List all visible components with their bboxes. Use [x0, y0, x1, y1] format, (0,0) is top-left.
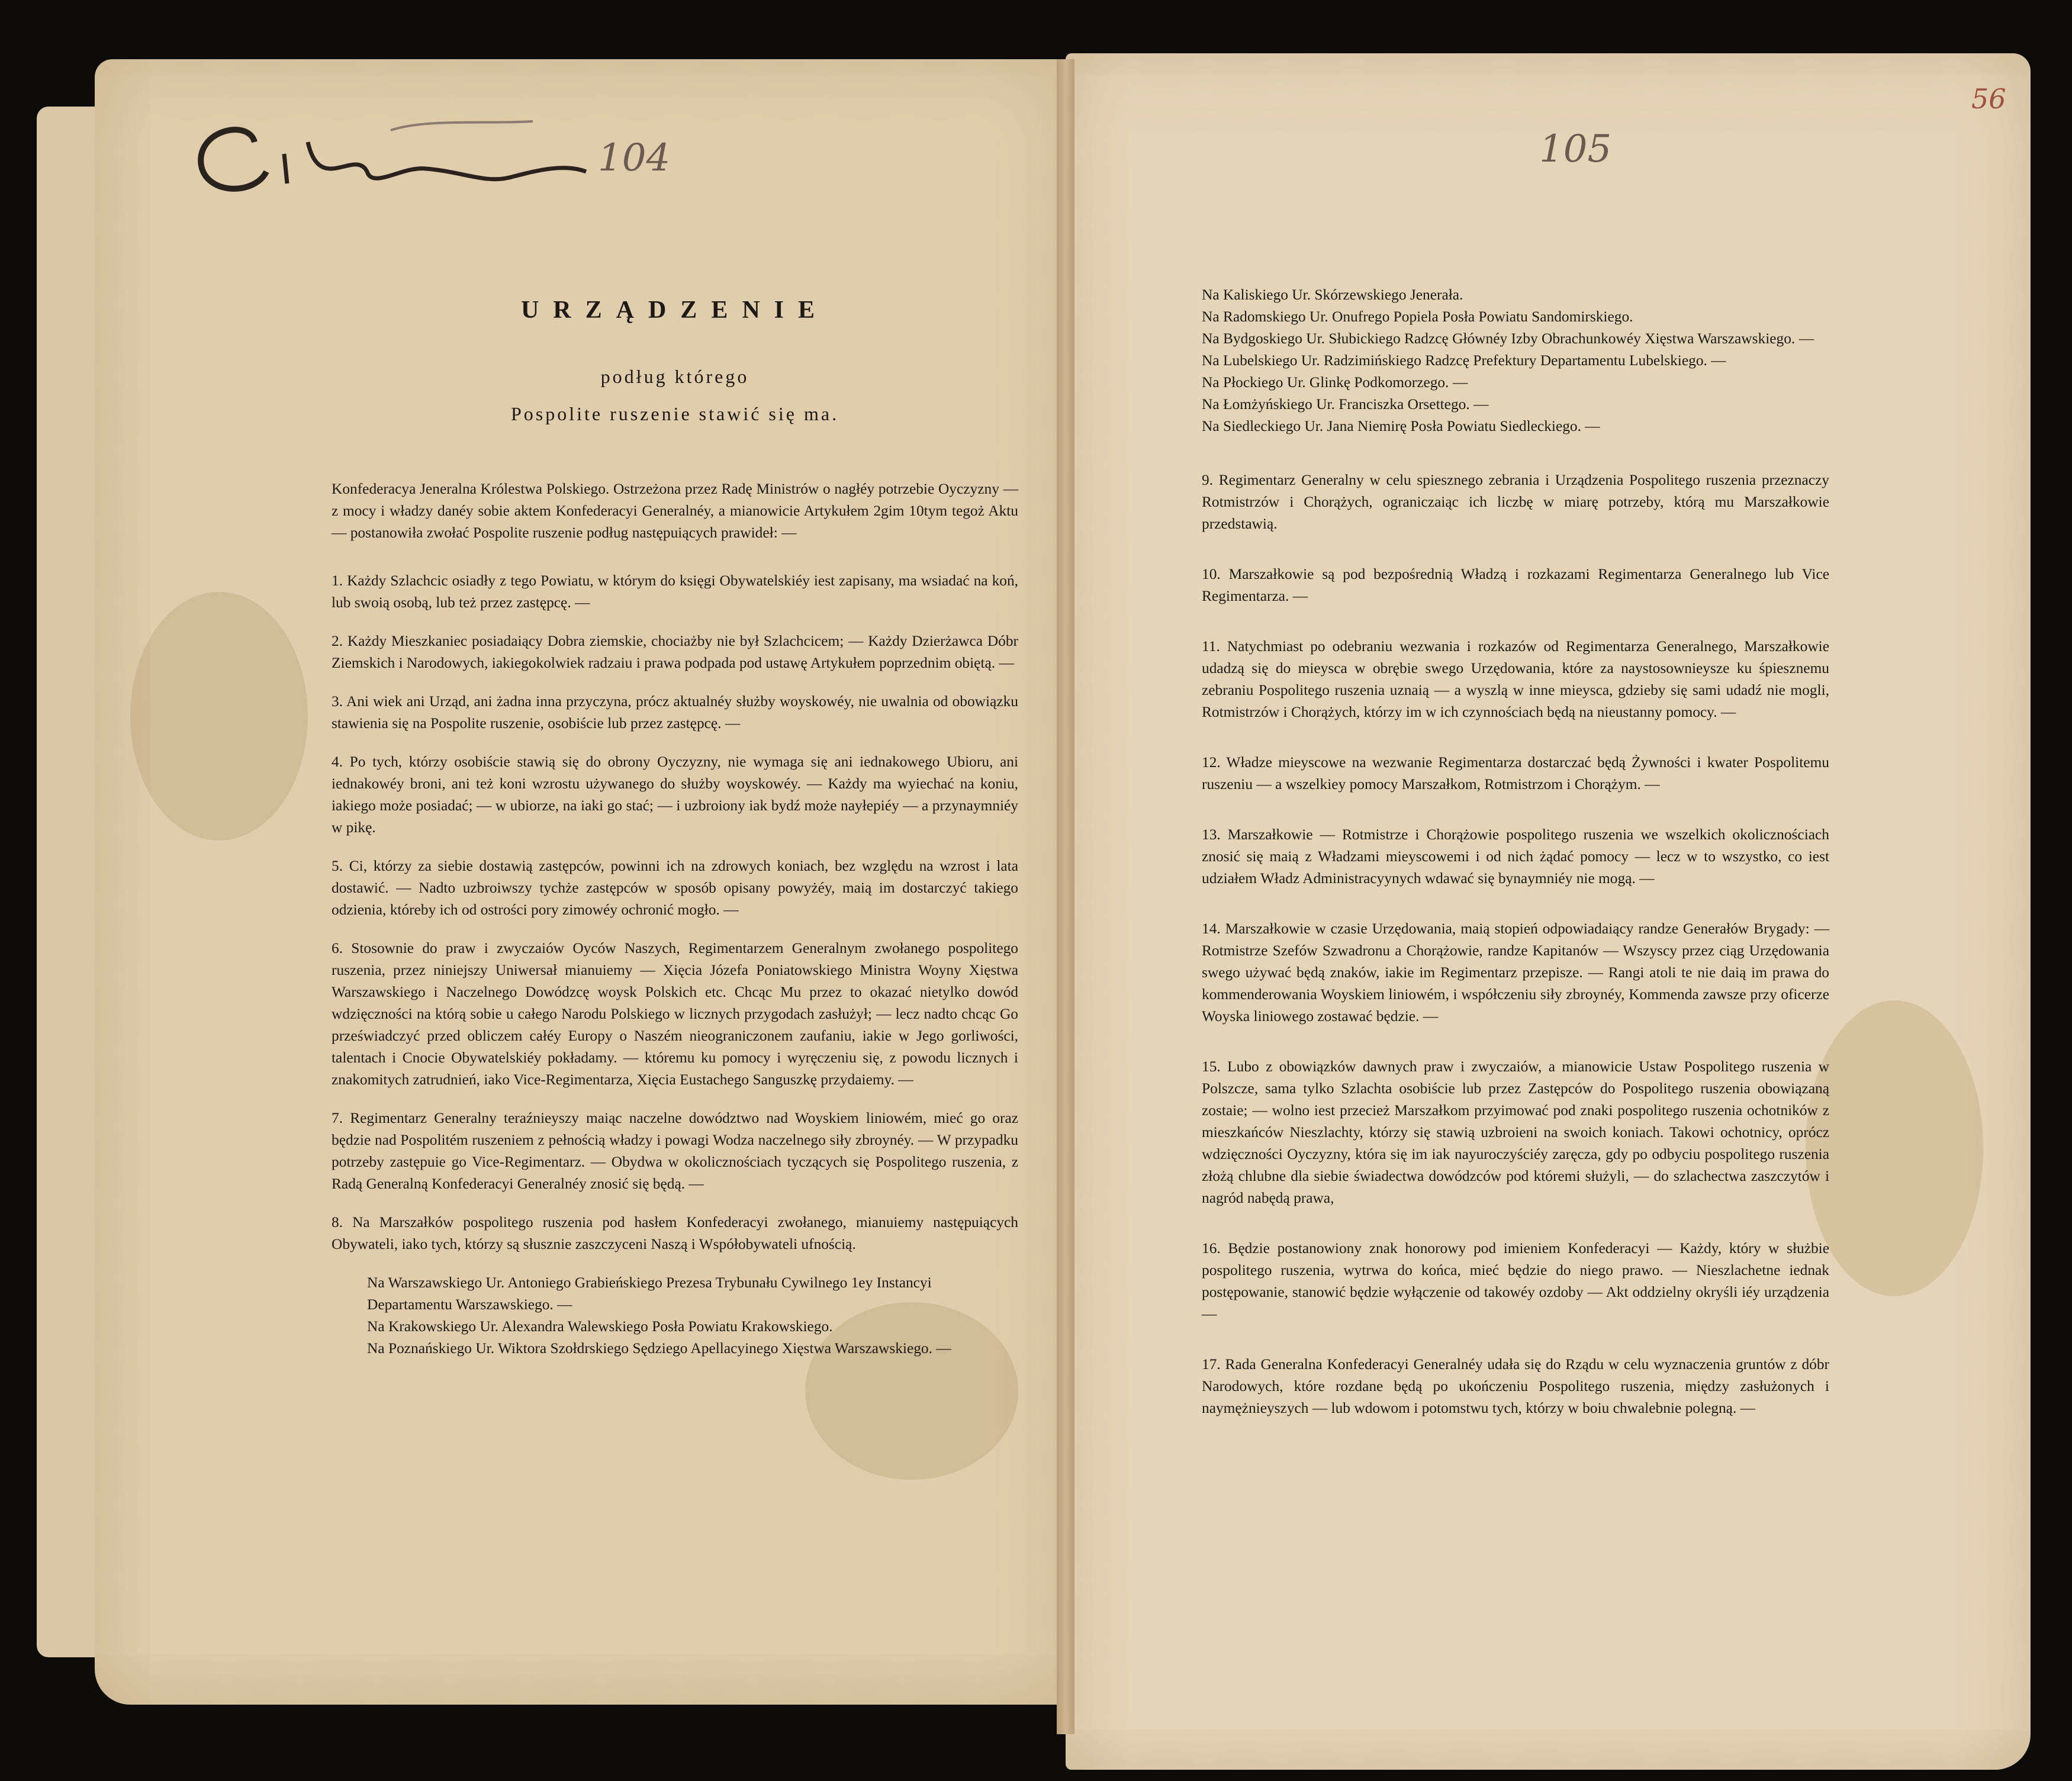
- marshal-entry: Na Łomżyńskiego Ur. Franciszka Orsettego. —: [1202, 396, 1489, 413]
- article-4: 4. Po tych, którzy osobiście stawią się do obrony Oyczyzny, nie wymaga się ani iednakowego Ubioru, ani iednakowéy broni, ani też koni wzrostu używanego do służby woyskowéy. — Każdy ma wyiechać na koniu, iakiego może posiadać; — w ubiorze, na iaki go stać; — i uzbroiony iak bydź może nayłepiéy — a przynaymniéy w pikę.: [332, 753, 1018, 836]
- left-articles: [332, 570, 1018, 1255]
- article-12: 12. Władze mieyscowe na wezwanie Regimentarza dostarczać będą Żywności i kwater Pospolitemu ruszeniu — a wszelkiey pomocy Marszałkom, Rotmistrzom i Chorążym. —: [1202, 754, 1829, 793]
- article-15: 15. Lubo z obowiązków dawnych praw i zwyczaiów, a mianowicie Ustaw Pospolitego ruszenia w Polszcze, sama tylko Szlachta osobiście lub przez Zastępców do Pospolitego ruszenia obowiązaną zostaie; — wolno iest przecież Marszałkom przyimować pod znaki pospolitego ruszenia ochotników z mieszkańców Nieszlachty, którzy się stawią uzbroieni na swoich koniach. Takowi ochotnicy, oprócz wdzięczności Oyczyzny, która się im iak nayuroczyściéy zaręcza, gdy po odbyciu pospolitego ruszenia złożą chlubne dla siebie świadectwa dowódzców pod któremi służyli, — do szlachectwa zaszczytów i nagród nabędą prawa,: [1202, 1058, 1829, 1206]
- right-articles: [1202, 469, 1829, 1419]
- article-10: 10. Marszałkowie są pod bezpośrednią Władzą i rozkazami Regimentarza Generalnego lub Vice Regimentarza. —: [1202, 566, 1829, 604]
- article-8: 8. Na Marszałków pospolitego ruszenia pod hasłem Konfederacyi zwołanego, mianuiemy następuiących Obywateli, iako tych, którzy są słusznie zaszczyceni Naszą i Współobywateli ufnością.: [332, 1214, 1018, 1252]
- document-title: URZĄDZENIE: [520, 297, 829, 324]
- article-3: 3. Ani wiek ani Urząd, ani żadna inna przyczyna, prócz aktualnéy służby woyskowéy, nie uwalnia od obowiązku stawienia się na Pospolite ruszenie, osobiście lub przez zastępcę. —: [332, 693, 1018, 732]
- pencil-folio-right: 105: [1539, 127, 1612, 171]
- marshal-entry: Na Warszawskiego Ur. Antoniego Grabieńskiego Prezesa Trybunału Cywilnego 1ey Instancyi Departamentu Warszawskiego. —: [367, 1274, 932, 1313]
- corner-page-number: 56: [1971, 83, 2006, 115]
- article-9: 9. Regimentarz Generalny w celu spiesznego zebrania i Urządzenia Pospolitego ruszenia przeznaczy Rotmistrzów i Chorążych, ograniczaiąc ich liczbę w miarę potrzeby, którą mu Marszałkowie przedstawią.: [1202, 472, 1829, 532]
- marshal-entry: Na Poznańskiego Ur. Wiktora Szołdrskiego Sędziego Apellacyinego Xięstwa Warszawskiego. —: [367, 1340, 951, 1357]
- pencil-folio-left: 104: [598, 136, 671, 180]
- article-14: 14. Marszałkowie w czasie Urzędowania, maią stopień odpowiadaiący randze Generałów Brygady: — Rotmistrze Szefów Szwadronu a Chorążowie, randze Kapitanów — Wszyscy przez ciąg Urzędowania swego używać będą znaków, iakie im Regimentarz przepisze. — Rangi atoli te nie daią im prawa do kommenderowania Woyskiem liniowém, i współczeniu siły zbroynéy, Kommenda zawsze przy oficerze Woyska liniowego zostawać będzie. —: [1202, 920, 1829, 1025]
- left-page-text: [332, 296, 1018, 1360]
- article-17: 17. Rada Generalna Konfederacyi Generalnéy udała się do Rządu w celu wyznaczenia gruntów z dóbr Narodowych, które rozdane będą po ukończeniu Pospolitego ruszenia, między zasłużonych i naymężnieyszych — lub wdowom i potomstwu tych, którzy w boiu chwalebnie polegną. —: [1202, 1356, 1829, 1416]
- article-2: 2. Każdy Mieszkaniec posiadaiący Dobra ziemskie, chociażby nie był Szlachcicem; — Każdy Dzierżawca Dóbr Ziemskich i Narodowych, iakiegokolwiek radzaiu i prawa podpada pod ustawę Artykułem poprzednim obiętą. —: [332, 633, 1018, 671]
- handwritten-signature-mark: [178, 107, 604, 213]
- marshal-entry: Na Krakowskiego Ur. Alexandra Walewskiego Posła Powiatu Krakowskiego.: [367, 1318, 833, 1335]
- article-16: 16. Będzie postanowiony znak honorowy pod imieniem Konfederacyi — Każdy, który w służbie pospolitego ruszenia, wytrwa do końca, mieć będzie do niego prawo. — Nieszlachetne iednak postępowanie, stanowić będzie wyłączenie od takowéy ozdoby — Akt oddzielny okryśli iéy urządzenia —: [1202, 1240, 1829, 1322]
- article-1: 1. Każdy Szlachcic osiadły z tego Powiatu, w którym do księgi Obywatelskiéy iest zapisany, ma wsiadać na koń, lub swoią osobą, lub też przez zastępcę. —: [332, 572, 1018, 611]
- marshal-entry: Na Lubelskiego Ur. Radzimińskiego Radzcę Prefektury Departamentu Lubelskiego. —: [1202, 352, 1726, 369]
- article-13: 13. Marszałkowie — Rotmistrze i Chorążowie pospolitego ruszenia we wszelkich okolicznościach znosić się maią z Władzami mieyscowemi i od nich żądać pomocy — lecz w to wszystko, co iest udziałem Władz Administracyynych wdawać się bynaymniéy nie mogą. —: [1202, 826, 1829, 887]
- paper-stain: [1806, 1000, 1983, 1296]
- marshal-entry: Na Siedleckiego Ur. Jana Niemirę Posła Powiatu Siedleckiego. —: [1202, 418, 1600, 434]
- marshal-entry: Na Kaliskiego Ur. Skórzewskiego Jenerała.: [1202, 286, 1463, 303]
- paper-stain: [130, 592, 308, 840]
- document-subtitle-2: Pospolite ruszenie stawić się ma.: [510, 403, 839, 424]
- marshal-list: [1202, 284, 1829, 437]
- book-gutter: [1057, 59, 1074, 1734]
- marshal-entry: Na Płockiego Ur. Glinkę Podkomorzego. —: [1202, 374, 1468, 391]
- intro-paragraph: Konfederacya Jeneralna Królestwa Polskiego. Ostrzeżona przez Radę Ministrów o nagłéy potrzebie Oyczyzny — z mocy i władzy danéy sobie aktem Konfederacyi Generalnéy, a mianowicie Artykułem 2gim 10tym tegoż Aktu — postanowiła zwołać Pospolite ruszenie podług następuiących prawideł: —: [332, 481, 1018, 541]
- article-7: 7. Regimentarz Generalny teraźnieyszy maiąc naczelne dowództwo nad Woyskiem liniowém, mieć go oraz będzie nad Pospolitém ruszeniem z pełnością władzy i powagi Wodza naczelnego siły zbroynéy. — W przypadku potrzeby zastępuie go Vice-Regimentarz. — Obydwa w okolicznościach tyczących się Pospolitego ruszenia, z Radą Generalną Konfederacyi Generalnéy znosić się będą. —: [332, 1110, 1018, 1192]
- article-11: 11. Natychmiast po odebraniu wezwania i rozkazów od Regimentarza Generalnego, Marszałkowie udadzą się do mieysca w obrębie swego Urzędowania, które za naystosownieysze ku śpiesznemu zebraniu Pospolitego ruszenia uznaią — a wyszlą w inne mieysca, gdzieby się sami udadź nie mogli, Rotmistrzów i Chorążych, którzy im w ich czynnościach będą na nieustanny pomocy. —: [1202, 638, 1829, 720]
- marshal-entry: Na Radomskiego Ur. Onufrego Popiela Posła Powiatu Sandomirskiego.: [1202, 308, 1633, 325]
- marshal-entry: Na Bydgoskiego Ur. Słubickiego Radzcę Głównéy Izby Obrachunkowéy Xięstwa Warszawskiego. —: [1202, 330, 1814, 347]
- article-6: 6. Stosownie do praw i zwyczaiów Oyców Naszych, Regimentarzem Generalnym zwołanego pospolitego ruszenia, przez niniejszy Uniwersał mianuiemy — Xięcia Józefa Poniatowskiego Ministra Woyny Xięstwa Warszawskiego i Naczelnego Dowódzcę woysk Polskich etc. Chcąc Mu przez to okazać nietylko dowód wdzięczności na którą sobie u całego Narodu Polskiego w licznych przygodach zasłużył; — lecz nadto chcąc Go przeświadczyć przed obliczem całéy Europy o Naszém nieograniczonem zaufaniu, iakie w Jego gorliwości, talentach i Cnocie Obywatelskiéy pokładamy. — któremu ku pomocy i wyręczeniu się, z powodu licznych i znakomitych zatrudnień, iako Vice-Regimentarza, Xięcia Eustachego Sanguszkę przydaiemy. —: [332, 940, 1018, 1088]
- document-subtitle-1: podług którego: [600, 366, 749, 387]
- article-5: 5. Ci, którzy za siebie dostawią zastępców, powinni ich na zdrowych koniach, bez względu na wzrost i lata dostawić. — Nadto uzbroiwszy tychże zastępców w sposób opisany powyżéy, maią im dostarczyć takiego odzienia, któreby ich od ostrości pory zimowéy ochronić mogło. —: [332, 858, 1018, 918]
- right-page-text: [1202, 284, 1829, 1448]
